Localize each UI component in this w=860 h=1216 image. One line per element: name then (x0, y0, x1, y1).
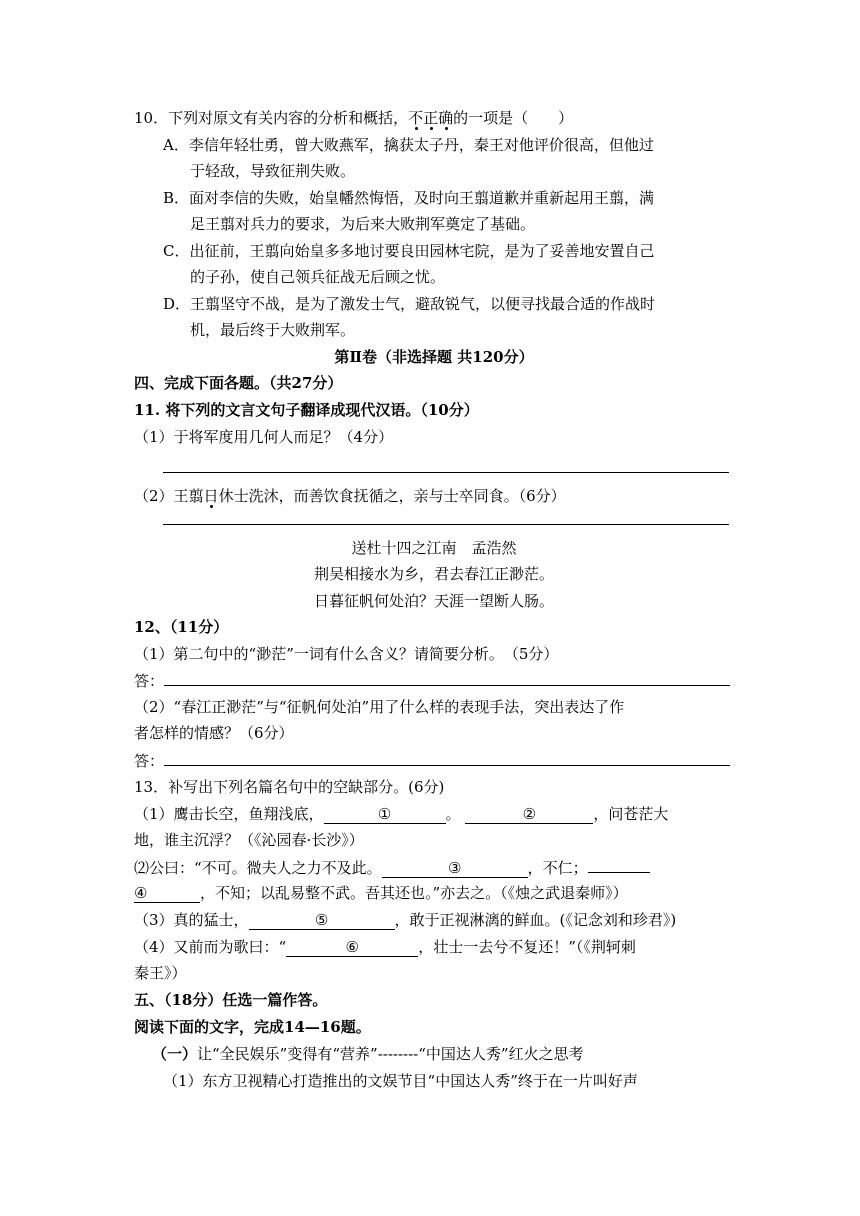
emphasis-char: 确 (438, 109, 454, 127)
q10-option-a-line2: 于轻敌，导致征荆失败。 (190, 162, 356, 180)
section4-title: 四、完成下面各题。（共27分） (134, 374, 343, 392)
q10-option-c-line2: 的子孙，使自己领兵征战无后顾之忧。 (190, 268, 446, 286)
q13-item4-line1: （4）又前而为歌曰：“ ⑥ ，壮士一去兮不复还！”（《荆轲刺 (134, 938, 636, 956)
q13-item1-line2: 地，谁主沉浮？（《沁园春·长沙》） (134, 831, 364, 849)
q10-option-d-line2: 机，最后终于大败荆军。 (190, 321, 356, 339)
emphasis-char: 正 (423, 109, 439, 127)
q12-answer2: 答： (134, 747, 734, 773)
blank-5[interactable]: ⑤ (249, 911, 395, 930)
reading-instruction: 阅读下面的文字，完成14—16题。 (134, 1018, 371, 1036)
q13-item4-line2: 秦王》） (134, 964, 187, 982)
poem-title: 送杜十四之江南 孟浩然 (351, 539, 517, 557)
q13-item3: （3）真的猛士， ⑤ ，敢于正视淋漓的鲜血。(《记念刘和珍君》) (134, 911, 677, 929)
emphasis-char: 日 (203, 487, 219, 505)
blank-4[interactable]: ④ (134, 884, 200, 903)
q12-title: 12、（11分） (134, 618, 229, 636)
q10-option-b-line1: B．面对李信的失败，始皇幡然悔悟，及时向王翦道歉并重新起用王翦，满 (163, 189, 655, 207)
volume2-title: 第Ⅱ卷（非选择题 共120分） (334, 348, 534, 366)
blank-1[interactable]: ① (324, 805, 446, 824)
article-heading: （一）让“全民娱乐”变得有“营养”--------“中国达人秀”红火之思考 (152, 1045, 584, 1063)
q12-sub2-line1: （2）“春江正渺茫”与“征帆何处泊”用了什么样的表现手法，突出表达了作 (134, 698, 625, 716)
q11-title: 11. 将下列的文言文句子翻译成现代汉语。（10分） (134, 401, 479, 419)
q10-stem: 10．下列对原文有关内容的分析和概括，不正确的一项是（ ） (134, 109, 574, 127)
q10-option-c-line1: C．出征前，王翦向始皇多多地讨要良田园林宅院，是为了妥善地安置自己 (163, 242, 655, 260)
blank-2[interactable]: ② (465, 805, 593, 824)
poem-line1: 荆吴相接水为乡，君去春江正渺茫。 (313, 565, 554, 583)
answer-line[interactable] (164, 667, 730, 686)
q11-sentence1: （1）于将军度用几何人而足？（4分） (134, 428, 394, 446)
article-paragraph1: （1）东方卫视精心打造推出的文娱节目“中国达人秀”终于在一片叫好声 (163, 1072, 638, 1090)
q11-sentence2: （2）王翦日休士洗沐，而善饮食抚循之，亲与士卒同食。（6分） (134, 487, 566, 505)
q10-option-d-line1: D．王翦坚守不战，是为了激发士气，避敌锐气，以便寻找最合适的作战时 (163, 295, 656, 313)
answer-line[interactable] (163, 524, 729, 525)
answer-line[interactable] (163, 472, 729, 473)
q13-title: 13．补写出下列名篇名句中的空缺部分。(6分) (134, 778, 445, 796)
q10-option-b-line2: 足王翦对兵力的要求，为后来大败荆军奠定了基础。 (190, 215, 536, 233)
q10-option-a-line1: A．李信年轻壮勇，曾大败燕军，擒获太子丹，秦王对他评价很高，但他过 (163, 136, 654, 154)
blank-4-start[interactable] (588, 854, 650, 873)
q13-item1-line1: （1）鹰击长空，鱼翔浅底， ① 。 ② ，问苍茫大 (134, 805, 669, 823)
section5-title: 五、（18分）任选一篇作答。 (134, 991, 328, 1009)
q12-answer1: 答： (134, 667, 734, 693)
q12-sub1: （1）第二句中的“渺茫”一词有什么含义？请简要分析。 （5分） (134, 645, 559, 663)
blank-3[interactable]: ③ (382, 859, 528, 878)
q12-sub2-line2: 者怎样的情感？（6分） (134, 724, 294, 742)
q13-item2-line2: ④ ，不知；以乱易整不武。吾其还也。”亦去之。（《烛之武退秦师》） (134, 884, 628, 902)
blank-6[interactable]: ⑥ (286, 938, 418, 957)
poem-line2: 日暮征帆何处泊？天涯一望断人肠。 (313, 592, 554, 610)
emphasis-char: 不 (408, 109, 424, 127)
answer-line[interactable] (164, 747, 730, 766)
q13-item2-line1: ⑵公曰：“不可。微夫人之力不及此。 ③ ，不仁； (134, 854, 734, 880)
